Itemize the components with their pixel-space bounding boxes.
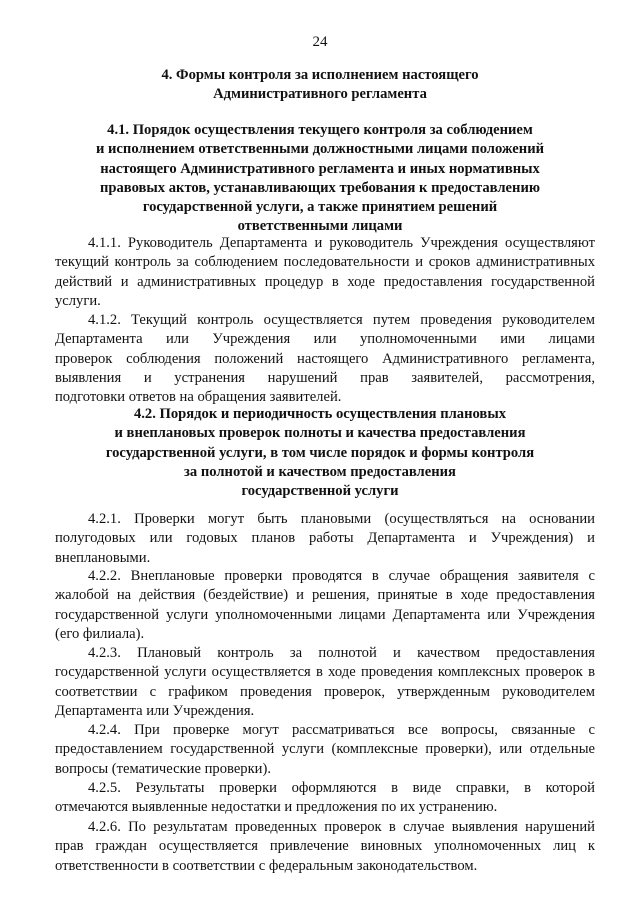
paragraph-line: 4.2.2. Внеплановые проверки проводятся в случае обращения заявителя с xyxy=(88,568,595,584)
paragraph-line: вопросы (тематические проверки). xyxy=(55,760,271,777)
paragraph-4-1-2 xyxy=(55,311,595,407)
heading-line: и исполнением ответственными должностными лицами положений xyxy=(95,141,545,158)
paragraph-line: Департамента или Учреждения или уполномоченными ими лицами xyxy=(55,331,595,348)
paragraph-line: прав граждан осуществляется привлечение виновных уполномоченных лиц к xyxy=(55,838,595,855)
paragraph-line: 4.2.6. По результатам проведенных проверок в случае выявления нарушений xyxy=(88,819,595,835)
heading-line: правовых актов, устанавливающих требования к предоставлению xyxy=(99,179,541,196)
section-heading xyxy=(70,66,570,105)
paragraph-line: отмечаются выявленные недостатки и предложения по их устранению. xyxy=(55,799,498,816)
paragraph-4-2-4 xyxy=(55,721,595,779)
paragraph-line: 4.2.4. При проверке могут рассматриваться все вопросы, связанные с xyxy=(88,722,595,738)
paragraph-line: проверок соблюдения положений настоящего Административного регламента, xyxy=(55,350,595,367)
paragraph-line: действий и административных процедур в ходе предоставления государственной xyxy=(55,273,595,290)
heading-line: государственной услуги xyxy=(241,483,399,500)
paragraph-4-2-5 xyxy=(55,779,595,818)
heading-line: государственной услуги, а также принятием решений xyxy=(142,199,498,216)
heading-line: Административного регламента xyxy=(213,86,427,103)
paragraph-line: соответствии с графиком проведения проверок, утвержденным руководителем xyxy=(55,683,595,700)
paragraph-line: 4.1.2. Текущий контроль осуществляется путем проведения руководителем xyxy=(88,312,595,328)
paragraph-line: подготовки ответов на обращения заявителей. xyxy=(55,389,342,406)
paragraph-line: 4.1.1. Руководитель Департамента и руководитель Учреждения осуществляют xyxy=(88,235,595,251)
subsection-heading-4-1 xyxy=(70,121,570,237)
paragraph-line: 4.2.3. Плановый контроль за полнотой и качеством предоставления xyxy=(88,645,595,661)
paragraph-line: текущий контроль за соблюдением последовательности и сроков административных xyxy=(55,254,595,271)
paragraph-line: услуги. xyxy=(55,292,101,309)
paragraph-line: предоставлением государственной услуги (комплексные проверки), или отдельные xyxy=(55,741,595,758)
heading-line: 4.1. Порядок осуществления текущего контроля за соблюдением xyxy=(107,122,533,138)
heading-line: и внеплановых проверок полноты и качества предоставления xyxy=(114,425,526,442)
paragraph-line: 4.2.1. Проверки могут быть плановыми (осуществляться на основании xyxy=(88,511,595,527)
paragraph-line: полугодовых или годовых планов работы Департамента и Учреждения) и xyxy=(55,530,595,547)
subsection-heading-4-2 xyxy=(70,405,570,501)
paragraph-line: (его филиала). xyxy=(55,625,145,642)
heading-line: 4. Формы контроля за исполнением настоящего xyxy=(161,67,479,83)
heading-line: ответственными лицами xyxy=(237,218,403,235)
paragraph-line: Департамента или Учреждения. xyxy=(55,702,255,719)
page-number: 24 xyxy=(312,34,328,50)
paragraph-line: выявления и устранения нарушений прав заявителей, рассмотрения, xyxy=(55,369,595,386)
paragraph-line: 4.2.5. Результаты проверки оформляются в виде справки, в которой xyxy=(88,780,595,796)
paragraph-4-2-3 xyxy=(55,644,595,721)
paragraph-line: государственной услуги уполномоченными лицами Департамента или Учреждения xyxy=(55,606,595,623)
paragraph-4-1-1 xyxy=(55,234,595,311)
paragraph-4-2-2 xyxy=(55,567,595,644)
heading-line: 4.2. Порядок и периодичность осуществления плановых xyxy=(133,406,507,422)
heading-line: настоящего Административного регламента и иных нормативных xyxy=(100,160,540,177)
paragraph-line: жалобой на действия (бездействие) и решения, принятые в ходе предоставления xyxy=(55,587,595,604)
paragraph-line: государственной услуги осуществляется в ходе проведения комплексных проверок в xyxy=(55,664,595,681)
paragraph-line: внеплановыми. xyxy=(55,549,151,566)
paragraph-line: ответственности в соответствии с федеральным законодательством. xyxy=(55,857,478,874)
paragraph-4-2-6 xyxy=(55,818,595,876)
paragraph-4-2-1 xyxy=(55,510,595,568)
heading-line: государственной услуги, в том числе порядок и формы контроля xyxy=(105,444,535,461)
heading-line: за полнотой и качеством предоставления xyxy=(184,463,456,480)
